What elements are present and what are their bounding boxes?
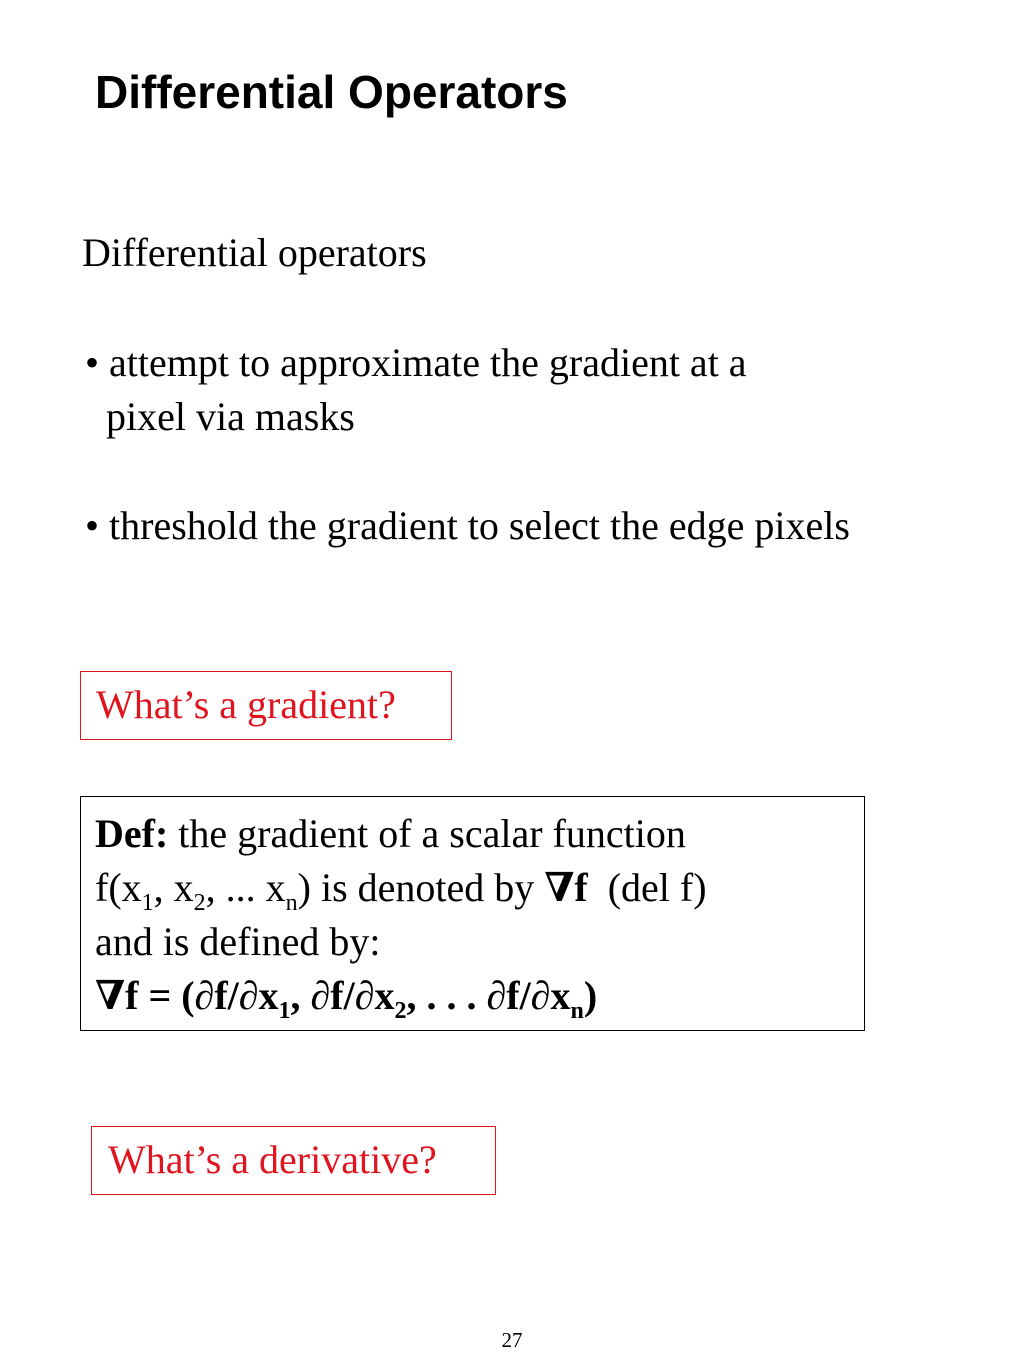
- subscript: 1: [141, 890, 154, 916]
- bullet-item: [85, 499, 850, 553]
- bullet-marker: •: [85, 503, 100, 548]
- definition-box: [80, 796, 865, 1031]
- question-gradient-box: What’s a gradient?: [80, 671, 452, 740]
- page-number: 27: [501, 1328, 523, 1352]
- definition-text: f(x: [95, 865, 142, 910]
- definition-text: ) is denoted by: [297, 865, 545, 910]
- definition-line-2: [95, 861, 864, 915]
- subheading: Differential operators: [82, 230, 427, 275]
- bullet-text: attempt to approximate the gradient at a: [109, 340, 747, 385]
- definition-label: Def:: [95, 811, 169, 856]
- formula-text: ∇f = (∂f/∂x: [95, 973, 279, 1018]
- definition-line-3: and is defined by:: [95, 919, 381, 964]
- nabla-f-symbol: ∇f: [544, 865, 588, 910]
- slide-title: Differential Operators: [95, 66, 568, 118]
- bullet-text: threshold the gradient to select the edge pixels: [109, 503, 850, 548]
- formula-text: , . . . ∂f/∂x: [406, 973, 571, 1018]
- definition-text: the gradient of a scalar function: [168, 811, 686, 856]
- definition-text: , x: [153, 865, 194, 910]
- bullet-item: [85, 336, 747, 444]
- definition-text: (del f): [587, 865, 707, 910]
- bullet-marker: •: [85, 340, 100, 385]
- formula-text: , ∂f/∂x: [290, 973, 395, 1018]
- definition-text: , ... x: [205, 865, 286, 910]
- subscript: n: [285, 890, 298, 916]
- question-derivative-box: What’s a derivative?: [91, 1126, 496, 1195]
- bullet-text-continuation: pixel via masks: [106, 394, 355, 439]
- formula-text: ): [583, 973, 598, 1018]
- subscript: 2: [394, 998, 407, 1024]
- gradient-formula: [95, 969, 864, 1023]
- definition-line-1: [95, 807, 864, 861]
- subscript: 2: [193, 890, 206, 916]
- subscript: 1: [278, 998, 291, 1024]
- subscript: n: [570, 998, 584, 1024]
